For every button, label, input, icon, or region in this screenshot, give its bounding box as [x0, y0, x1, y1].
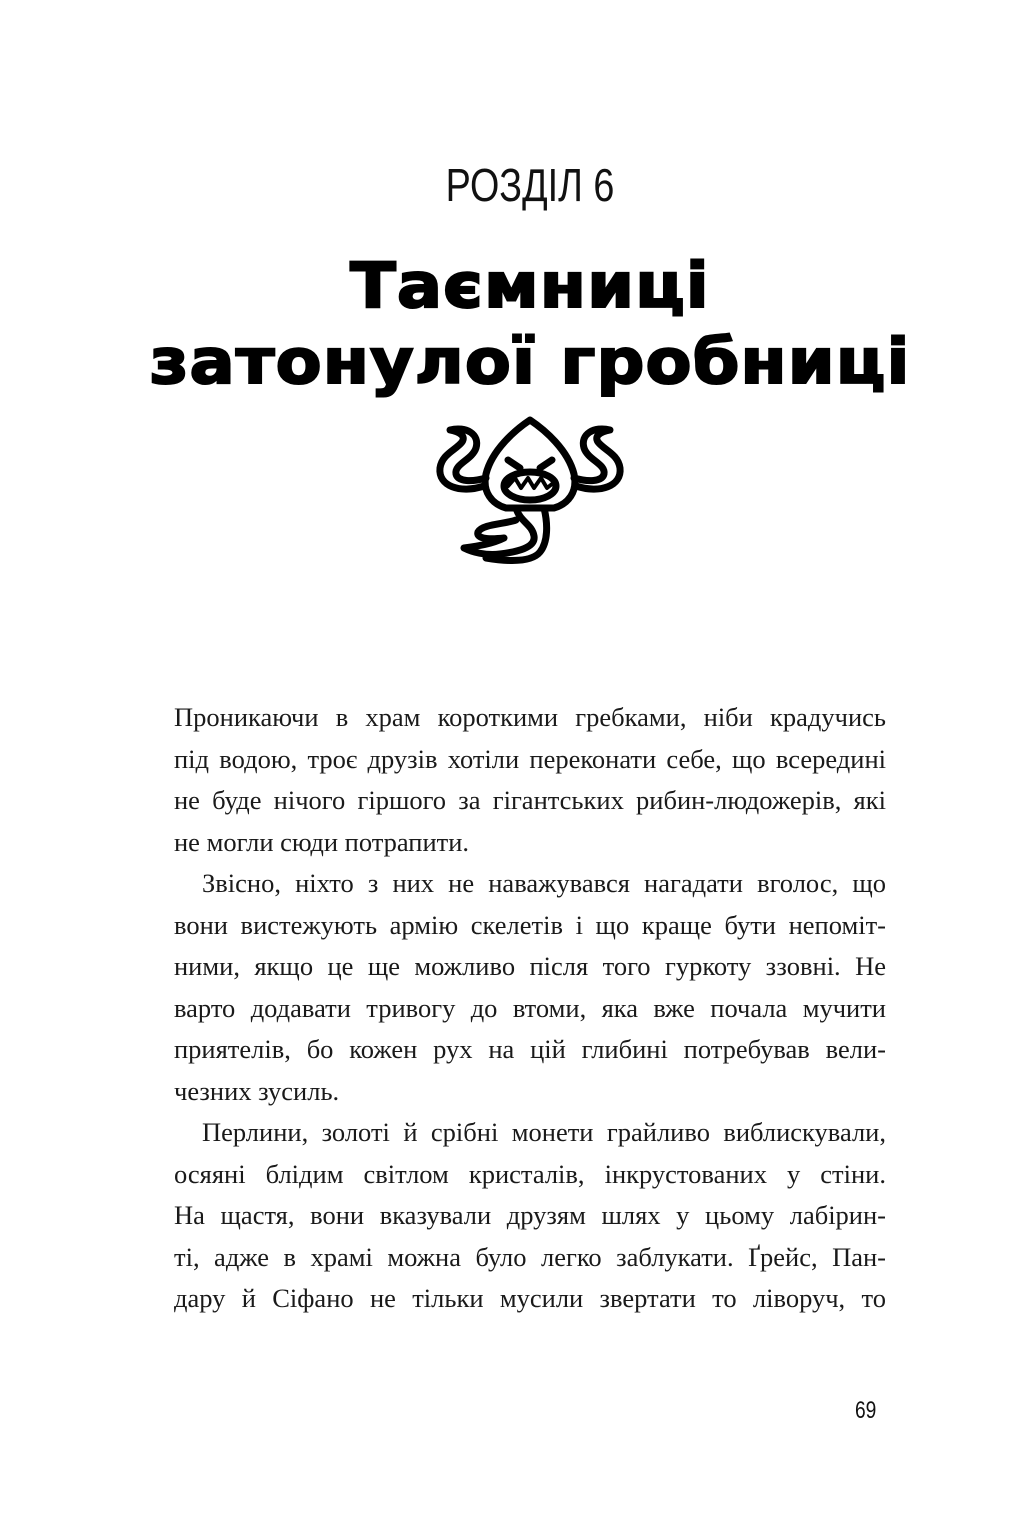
text-line: приятелів, бо кожен рух на цій глибині потребував вели-: [174, 1034, 886, 1064]
text-line: дару й Сіфано не тільки мусили звертати то ліворуч, то: [174, 1283, 886, 1313]
text-line: осяяні блідим світлом кристалів, інкрустованих у стіни.: [174, 1158, 886, 1189]
tentacle-monster-icon: [420, 412, 640, 572]
text-line: варто додавати тривогу до втоми, яка вже почала мучити: [174, 992, 886, 1023]
page-number: 69: [855, 1397, 877, 1424]
chapter-title-line-1: Таємниці: [350, 249, 710, 322]
chapter-title-line-2: затонулої гробниці: [149, 325, 911, 398]
text-line: Перлини, золоті й срібні монети грайливо виблискували,: [202, 1117, 886, 1147]
paragraph-2: [174, 863, 886, 1112]
text-line: ними, якщо це ще можливо після того гуркоту ззовні. Не: [174, 951, 886, 981]
text-line: ті, адже в храмі можна було легко заблукати. Ґрейс, Пан-: [174, 1241, 886, 1272]
text-line: чезних зусиль.: [174, 1075, 340, 1106]
text-line: не буде нічого гіршого за гігантських рибин-людожерів, які: [174, 785, 886, 815]
text-line: під водою, троє друзів хотіли переконати себе, що всередині: [174, 743, 886, 774]
text-line: Звісно, ніхто з них не наважувався нагадати вголос, що: [202, 868, 886, 898]
body-text: [174, 697, 886, 1320]
text-line: не могли сюди потрапити.: [174, 826, 470, 857]
text-line: Проникаючи в храм короткими гребками, ніби крадучись: [174, 702, 886, 732]
paragraph-1: [174, 697, 886, 863]
chapter-title: [0, 248, 1024, 400]
chapter-label: РОЗДІЛ 6: [445, 159, 615, 211]
paragraph-3: [174, 1112, 886, 1320]
text-line: На щастя, вони вказували друзям шлях у цьому лабірин-: [174, 1200, 886, 1230]
text-line: вони вистежують армію скелетів і що краще бути непоміт-: [174, 909, 886, 940]
